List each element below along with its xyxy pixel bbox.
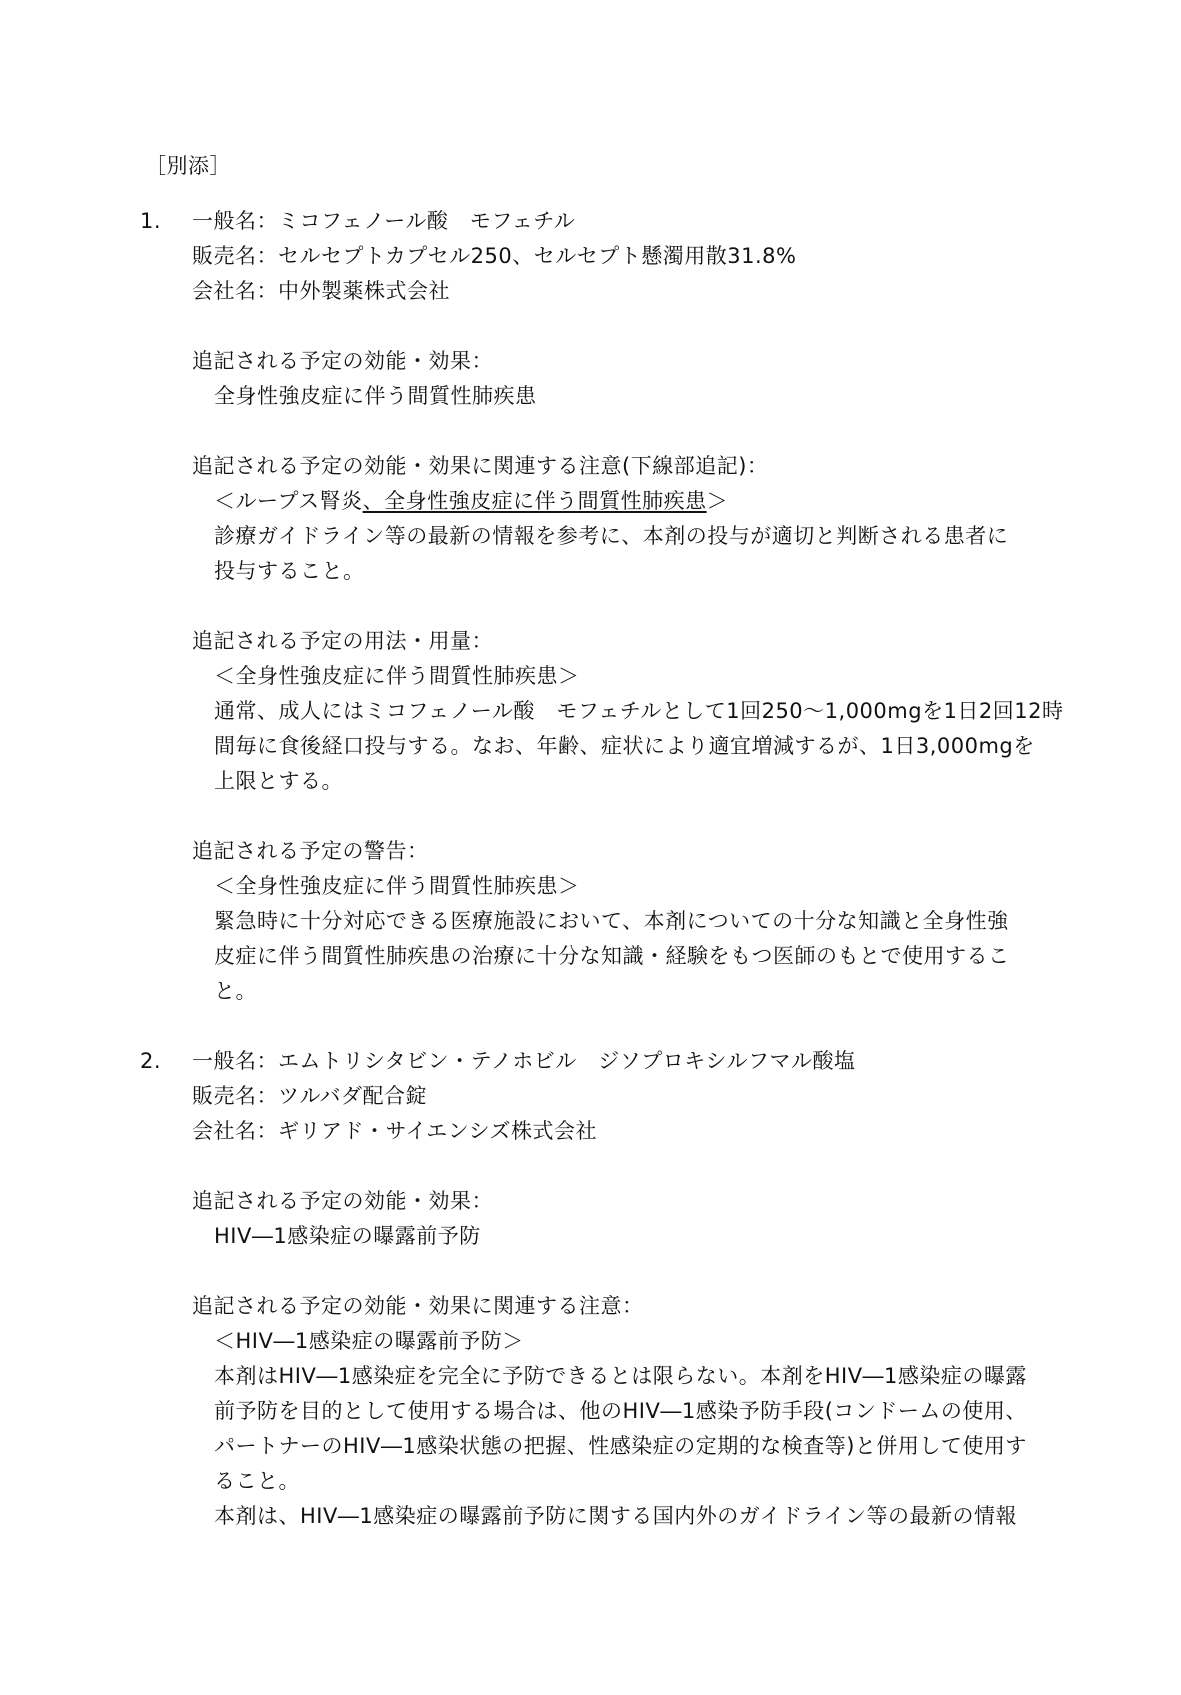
item-2-generic-name: 一般名：エムトリシタビン・テノホビル ジソプロキシルフマル酸塩 (192, 1049, 856, 1073)
item-1-company: 会社名：中外製薬株式会社 (192, 279, 450, 303)
item-1-precautions-line-2: 投与すること。 (214, 559, 365, 583)
item-2-precautions-heading: 追記される予定の効能・効果に関連する注意： (192, 1294, 644, 1318)
item-1-efficacy-heading: 追記される予定の効能・効果： (192, 349, 493, 373)
item-2-precautions-subheading: ＜HIV―1感染症の曝露前予防＞ (214, 1329, 524, 1353)
item-1-dosage-subheading: ＜全身性強皮症に伴う間質性肺疾患＞ (214, 664, 580, 688)
item-2-precautions-line-3: パートナーのHIV―1感染状態の把握、性感染症の定期的な検査等)と併用して使用す (214, 1434, 1027, 1458)
bracket-open-text: ＜ループス腎炎 (214, 489, 363, 513)
item-2-precautions-line-5: 本剤は、HIV―1感染症の曝露前予防に関する国内外のガイドライン等の最新の情報 (214, 1504, 1017, 1528)
item-2-efficacy-heading: 追記される予定の効能・効果： (192, 1189, 493, 1213)
item-2-precautions-line-2: 前予防を目的として使用する場合は、他のHIV―1感染予防手段(コンドームの使用、 (214, 1399, 1027, 1423)
item-1-generic-name: 一般名：ミコフェノール酸 モフェチル (192, 209, 576, 233)
item-1-warning-heading: 追記される予定の警告： (192, 839, 429, 863)
item-1-precautions-heading: 追記される予定の効能・効果に関連する注意(下線部追記)： (192, 454, 769, 478)
item-1-precautions-subheading (214, 488, 728, 514)
attachment-label: ［別添］ (145, 154, 231, 178)
item-2-efficacy-text: HIV―1感染症の曝露前予防 (214, 1224, 481, 1248)
item-1-dosage-line-1: 通常、成人にはミコフェノール酸 モフェチルとして1回250〜1,000mgを1日2回12時 (214, 699, 1064, 723)
item-2-precautions-line-4: ること。 (214, 1469, 300, 1493)
item-1-number: 1. (140, 209, 162, 233)
item-1-dosage-line-2: 間毎に食後経口投与する。なお、年齢、症状により適宜増減するが、1日3,000mgを (214, 734, 1035, 758)
item-1-warning-line-1: 緊急時に十分対応できる医療施設において、本剤についての十分な知識と全身性強 (214, 909, 1009, 933)
item-2-number: 2. (140, 1049, 162, 1073)
item-1-efficacy-text: 全身性強皮症に伴う間質性肺疾患 (214, 384, 537, 408)
item-1-brand-name: 販売名：セルセプトカプセル250、セルセプト懸濁用散31.8% (192, 244, 797, 268)
item-2-brand-name: 販売名：ツルバダ配合錠 (192, 1084, 428, 1108)
item-1-dosage-heading: 追記される予定の用法・用量： (192, 629, 493, 653)
item-2-company: 会社名：ギリアド・サイエンシズ株式会社 (192, 1119, 598, 1143)
bracket-close-text: ＞ (706, 489, 729, 513)
underlined-addition: 、全身性強皮症に伴う間質性肺疾患 (362, 489, 707, 513)
item-1-warning-subheading: ＜全身性強皮症に伴う間質性肺疾患＞ (214, 874, 580, 898)
item-1-warning-line-2: 皮症に伴う間質性肺疾患の治療に十分な知識・経験をもつ医師のもとで使用するこ (214, 944, 1010, 968)
item-1-precautions-line-1: 診療ガイドライン等の最新の情報を参考に、本剤の投与が適切と判断される患者に (214, 524, 1009, 548)
item-2-precautions-line-1: 本剤はHIV―1感染症を完全に予防できるとは限らない。本剤をHIV―1感染症の曝露 (214, 1364, 1027, 1388)
item-1-dosage-line-3: 上限とする。 (214, 769, 343, 793)
item-1-warning-line-3: と。 (214, 979, 257, 1003)
